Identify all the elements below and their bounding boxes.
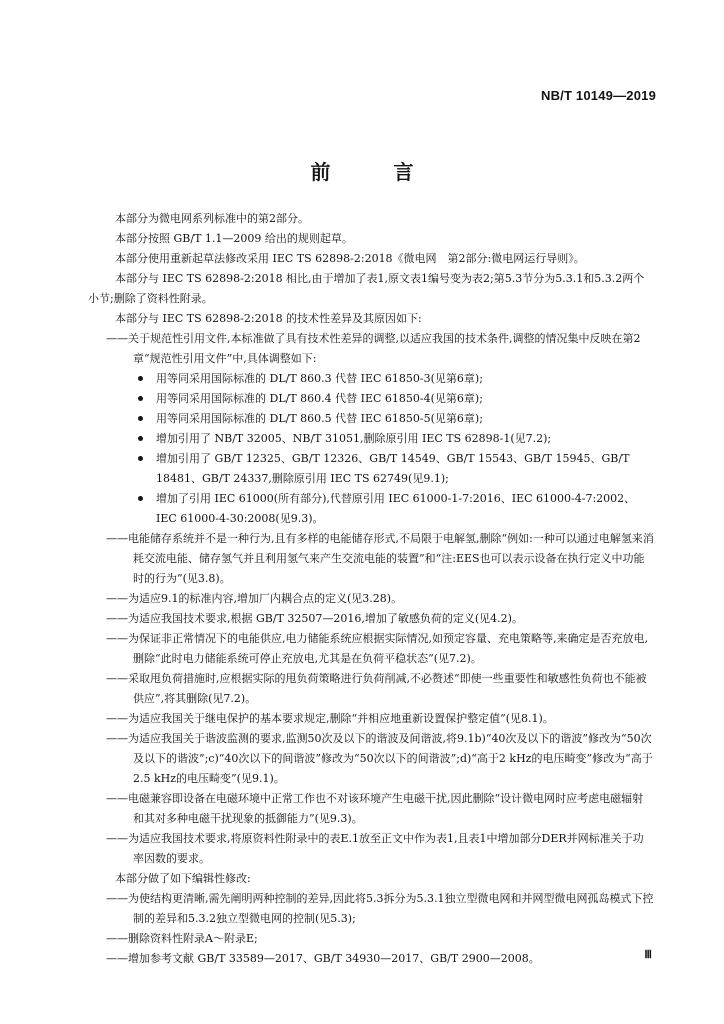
editorial-change-item: ——删除资料性附录A～附录E; bbox=[106, 932, 258, 945]
bullet-list-item bbox=[88, 489, 654, 529]
bullet-text: 增加了引用 IEC 61000(所有部分),代替原引用 IEC 61000-1-7:2016、IEC 61000-4-7:2002、IEC 61000-4-30:2008(见9.3)。 bbox=[156, 492, 636, 525]
bullet-text: 用等同采用国际标准的 DL/T 860.5 代替 IEC 61850-5(见第6章); bbox=[156, 412, 483, 425]
bullet-list-item bbox=[88, 429, 654, 449]
bullet-icon bbox=[138, 436, 143, 441]
intro-paragraph-5: 本部分与 IEC TS 62898-2:2018 的技术性差异及其原因如下: bbox=[115, 312, 422, 325]
document-code: NB/T 10149—2019 bbox=[540, 88, 656, 103]
tech-difference-item: ——关于规范性引用文件,本标准做了具有技术性差异的调整,以适应我国的技术条件,调整的情况集中反映在第2章“规范性引用文件”中,具体调整如下: bbox=[106, 332, 641, 365]
tech-difference-item: ——为适应我国技术要求,根据 GB/T 32507—2016,增加了敏感负荷的定义(见4.2)。 bbox=[106, 612, 523, 625]
tech-difference-item: ——为保证非正常情况下的电能供应,电力储能系统应根据实际情况,如预定容量、充电策略等,来确定是否充放电,删除“此时电力储能系统可停止充放电,尤其是在负荷平稳状态”(见7.2)。 bbox=[106, 632, 648, 665]
tech-difference-item: ——为适应我国关于继电保护的基本要求规定,删除“并相应地重新设置保护整定值”(见8.1)。 bbox=[106, 712, 554, 725]
bullet-list-item bbox=[88, 449, 654, 489]
bullet-text: 用等同采用国际标准的 DL/T 860.3 代替 IEC 61850-3(见第6章); bbox=[156, 372, 483, 385]
page-title: 前 言 bbox=[310, 160, 442, 184]
bullet-icon bbox=[138, 496, 143, 501]
bullet-icon bbox=[138, 396, 143, 401]
intro-paragraph-3: 本部分使用重新起草法修改采用 IEC TS 62898-2:2018《微电网 第2部分:微电网运行导则》。 bbox=[115, 252, 585, 265]
tech-difference-item: ——为适应9.1的标准内容,增加厂内耦合点的定义(见3.28)。 bbox=[106, 592, 403, 605]
bullet-text: 增加引用了 NB/T 32005、NB/T 31051,删除原引用 IEC TS 62898-1(见7.2); bbox=[156, 432, 552, 445]
editorial-intro: 本部分做了如下编辑性修改: bbox=[115, 872, 251, 885]
editorial-change-item: ——增加参考文献 GB/T 33589—2017、GB/T 34930—2017、GB/T 2900—2008。 bbox=[106, 952, 540, 965]
document-body bbox=[88, 209, 654, 969]
tech-difference-item: ——为适应我国关于谐波监测的要求,监测50次及以下的谐波及间谐波,将9.1b)“40次及以下的谐波”修改为“50次及以下的谐波”;c)“40次以下的间谐波”修改为“50次以下的间谐波”;d)“高于2 kHz的电压畸变”修改为“高于2.5 kHz的电压畸变”(见9.1)。 bbox=[106, 732, 653, 785]
bullet-icon bbox=[138, 456, 143, 461]
tech-difference-item: ——电能储存系统并不是一种行为,且有多样的电能储存形式,不局限于电解氢,删除“例如:一种可以通过电解氢来消耗交流电能、储存氢气并且利用氢气来产生交流电能的装置”和“注:EES也可以表示设备在执行定义中功能时的行为”(见3.8)。 bbox=[106, 532, 654, 585]
page-number: Ⅲ bbox=[644, 949, 652, 961]
bullet-list-item bbox=[88, 409, 654, 429]
intro-paragraph-1: 本部分为微电网系列标准中的第2部分。 bbox=[115, 212, 309, 225]
intro-paragraph-4: 本部分与 IEC TS 62898-2:2018 相比,由于增加了表1,原文表1编号变为表2;第5.3节分为5.3.1和5.3.2两个小节;删除了资料性附录。 bbox=[88, 272, 645, 305]
bullet-icon bbox=[138, 416, 143, 421]
tech-difference-item: ——采取甩负荷措施时,应根据实际的甩负荷策略进行负荷削减,不必赘述“即使一些重要性和敏感性负荷也不能被供应”,将其删除(见7.2)。 bbox=[106, 672, 647, 705]
bullet-icon bbox=[138, 376, 143, 381]
bullet-text: 增加引用了 GB/T 12325、GB/T 12326、GB/T 14549、GB/T 15543、GB/T 15945、GB/T 18481、GB/T 24337,删除原引用 IEC TS 62749(见9.1); bbox=[156, 452, 630, 485]
bullet-list-item bbox=[88, 369, 654, 389]
intro-paragraph-2: 本部分按照 GB/T 1.1—2009 给出的规则起草。 bbox=[115, 232, 353, 245]
tech-difference-item: ——为适应我国技术要求,将原资料性附录中的表E.1放至正文中作为表1,且表1中增加部分DER并网标准关于功率因数的要求。 bbox=[106, 832, 644, 865]
bullet-list-item bbox=[88, 389, 654, 409]
editorial-change-item: ——为使结构更清晰,需先阐明两种控制的差异,因此将5.3拆分为5.3.1独立型微电网和并网型微电网孤岛模式下控制的差异和5.3.2独立型微电网的控制(见5.3); bbox=[106, 892, 654, 925]
bullet-text: 用等同采用国际标准的 DL/T 860.4 代替 IEC 61850-4(见第6章); bbox=[156, 392, 483, 405]
tech-difference-item: ——电磁兼容即设备在电磁环境中正常工作也不对该环境产生电磁干扰,因此删除“设计微电网时应考虑电磁辐射和其对多种电磁干扰现象的抵御能力”(见9.3)。 bbox=[106, 792, 644, 825]
